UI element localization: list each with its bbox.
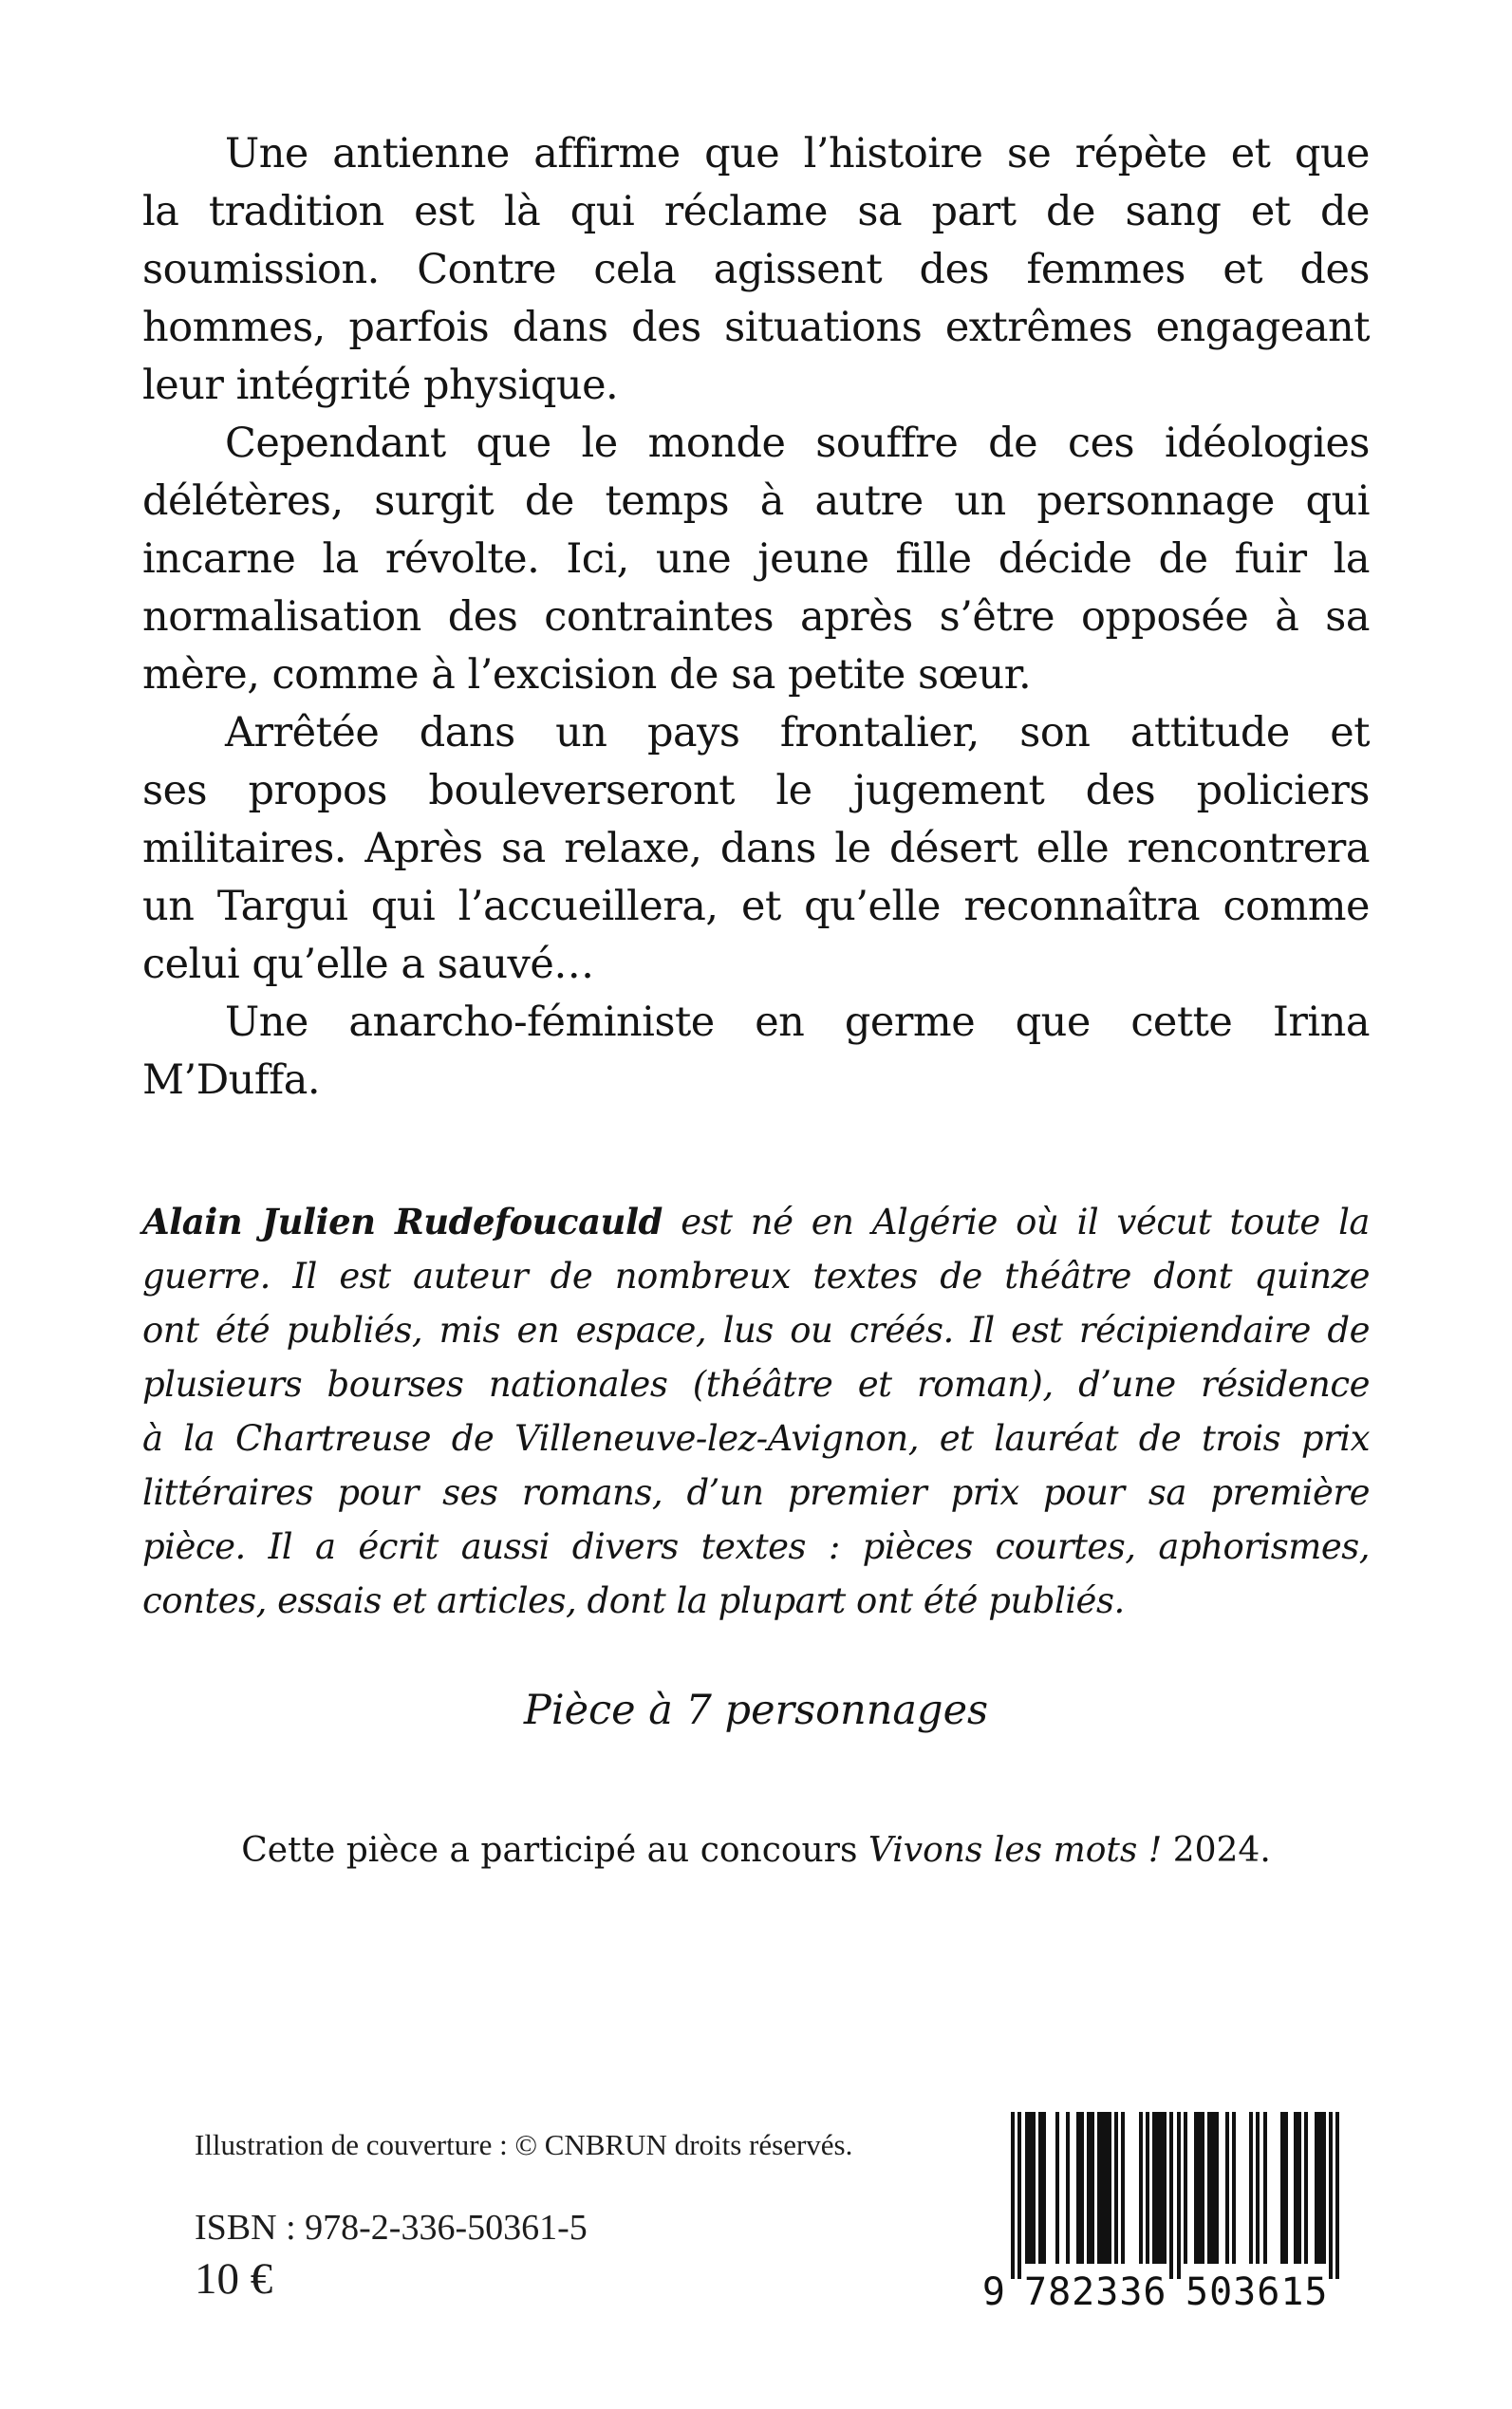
author-bio-first-line-rest: est né en Algérie où il vécut toute la: [662, 1202, 1370, 1242]
synopsis-line: ses propos bouleverseront le jugement des policiers: [142, 767, 1370, 814]
synopsis-line: Arrêtée dans un pays frontalier, son attitude et: [225, 709, 1370, 756]
synopsis-line: leur intégrité physique.: [142, 362, 619, 409]
barcode-bar: [1163, 2112, 1167, 2264]
barcode-bar: [1146, 2112, 1149, 2264]
barcode-bar: [1032, 2112, 1036, 2264]
author-bio-line: pièce. Il a écrit aussi divers textes : pièces courtes, aphorismes,: [142, 1526, 1370, 1567]
price-text: 10 €: [195, 2254, 273, 2304]
synopsis-line: Cependant que le monde souffre de ces idéologies: [225, 420, 1370, 467]
contest-title: Vivons les mots !: [868, 1831, 1163, 1870]
ean13-barcode: [981, 2112, 1339, 2316]
synopsis-line: Une anarcho-féministe en germe que cette Irina M’Duffa.: [142, 999, 1370, 1104]
author-bio-line: à la Chartreuse de Villeneuve-lez-Avignon, et lauréat de trois prix: [142, 1418, 1370, 1459]
barcode-bar: [1335, 2112, 1339, 2279]
barcode-bar: [1249, 2112, 1253, 2264]
barcode-bar: [1169, 2112, 1173, 2279]
author-bio-line: guerre. Il est auteur de nombreux textes de théâtre dont quinze: [142, 1256, 1370, 1297]
barcode-bar: [1201, 2112, 1204, 2264]
barcode-bar: [1297, 2112, 1301, 2264]
synopsis-line: Une antienne affirme que l’histoire se répète et que: [225, 130, 1370, 177]
barcode-bar: [1304, 2112, 1308, 2264]
author-bio-line: littéraires pour ses romans, d’un premier prix pour sa première: [142, 1472, 1370, 1513]
synopsis-block: [142, 125, 1370, 1104]
contest-note-prefix: Cette pièce a participé au concours: [241, 1831, 868, 1870]
barcode-bar: [1055, 2112, 1059, 2264]
barcode-bar: [1121, 2112, 1125, 2264]
barcode-bar: [1225, 2112, 1229, 2264]
isbn-text: ISBN : 978-2-336-50361-5: [195, 2208, 588, 2248]
barcode-digits-left-group: 782336: [1024, 2270, 1167, 2314]
contest-note: [0, 1824, 1512, 1877]
barcode-bar: [1091, 2112, 1094, 2264]
synopsis-line: hommes, parfois dans des situations extrêmes engageant: [142, 304, 1370, 351]
piece-count-note: Pièce à 7 personnages: [523, 1687, 989, 1734]
synopsis-line: celui qu’elle a sauvé…: [142, 941, 594, 988]
barcode-bar: [1011, 2112, 1015, 2279]
author-bio-first-line: [142, 1195, 1370, 1249]
illustration-credit: Illustration de couverture : © CNBRUN droits réservés.: [195, 2128, 853, 2161]
barcode-bar: [1322, 2112, 1326, 2264]
barcode-bar: [1108, 2112, 1111, 2264]
synopsis-line: délétères, surgit de temps à autre un personnage qui: [142, 477, 1370, 525]
author-bio-line: plusieurs bourses nationales (théâtre et roman), d’une résidence: [142, 1364, 1370, 1405]
barcode-bar: [1263, 2112, 1267, 2264]
barcode-bar: [1184, 2112, 1187, 2264]
barcode-bar: [1042, 2112, 1046, 2264]
synopsis-line: un Targui qui l’accueillera, et qu’elle reconnaîtra comme: [142, 883, 1370, 930]
barcode-bar: [1215, 2112, 1219, 2264]
barcode-bar: [1139, 2112, 1143, 2264]
barcode-bar: [1017, 2112, 1021, 2279]
barcode-bar: [1329, 2112, 1333, 2279]
barcode-digits-right-group: 503615: [1185, 2270, 1329, 2314]
barcode-bar: [1080, 2112, 1084, 2264]
barcode-digit-first: 9: [981, 2270, 1005, 2314]
contest-note-suffix: 2024.: [1162, 1831, 1271, 1870]
synopsis-line: incarne la révolte. Ici, une jeune fille décide de fuir la: [142, 535, 1370, 583]
synopsis-line: soumission. Contre cela agissent des femmes et des: [142, 246, 1370, 293]
barcode-bar: [1066, 2112, 1070, 2264]
synopsis-line: mère, comme à l’excision de sa petite sœur.: [142, 651, 1032, 699]
synopsis-line: la tradition est là qui réclame sa part de sang et de: [142, 188, 1370, 235]
author-bio-line: ont été publiés, mis en espace, lus ou créés. Il est récipiendaire de: [142, 1310, 1370, 1351]
barcode-bar: [1232, 2112, 1236, 2264]
barcode-bar: [1177, 2112, 1181, 2279]
barcode-bar: [1256, 2112, 1260, 2264]
author-bio-block: [142, 1195, 1370, 1628]
synopsis-line: normalisation des contraintes après s’être opposée à sa: [142, 593, 1370, 641]
author-bio-line: contes, essais et articles, dont la plupart ont été publiés.: [142, 1580, 1125, 1621]
synopsis-line: militaires. Après sa relaxe, dans le désert elle rencontrera: [142, 825, 1370, 872]
barcode-bar: [1284, 2112, 1288, 2264]
author-name: Alain Julien Rudefoucauld: [142, 1201, 663, 1242]
barcode-bar: [1114, 2112, 1118, 2264]
